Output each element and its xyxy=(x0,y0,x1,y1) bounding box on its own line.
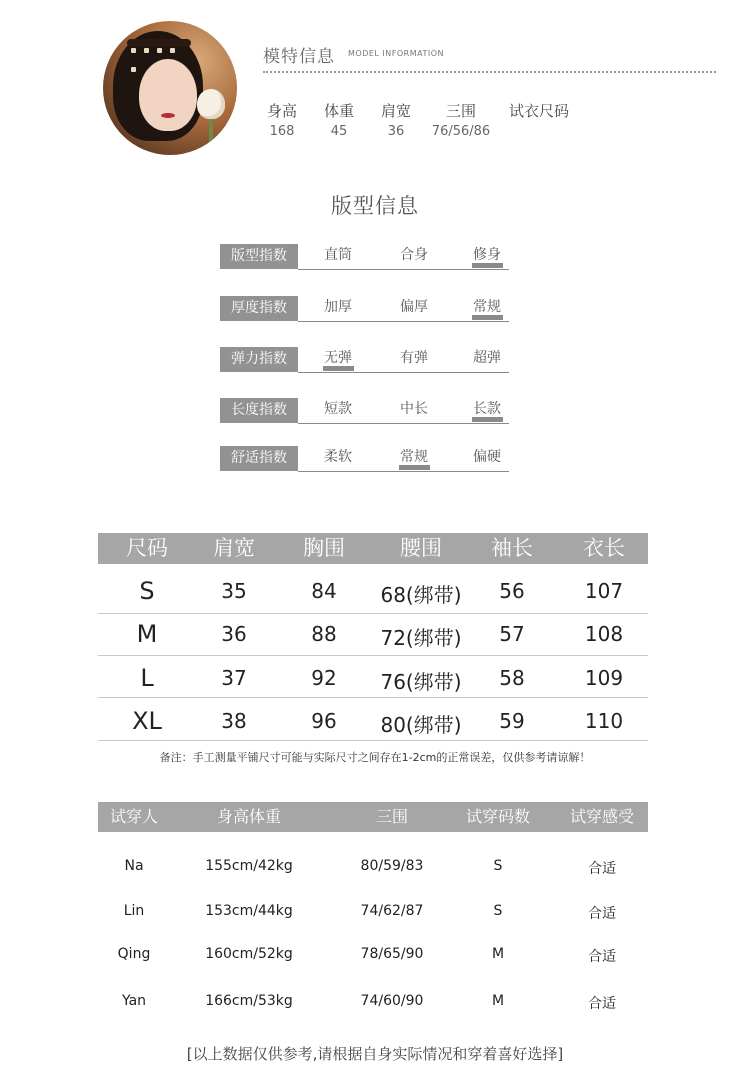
model-measurements-label: 三围 xyxy=(445,102,476,120)
fit-index-option: 偏硬 xyxy=(473,449,501,465)
tryon-table-cell: Yan xyxy=(121,993,147,1009)
tryon-table-cell: 合适 xyxy=(588,949,616,965)
fit-index-label: 弹力指数 xyxy=(220,347,298,372)
fit-index-line xyxy=(298,321,509,322)
size-table-header-cell: 腰围 xyxy=(400,536,442,560)
tryon-table-cell: 80/59/83 xyxy=(360,858,424,874)
fit-index-option: 合身 xyxy=(400,247,428,263)
size-table-cell: 59 xyxy=(499,709,525,733)
fit-index-line xyxy=(298,372,509,373)
model-height-label: 身高 xyxy=(266,102,297,120)
model-height-value: 168 xyxy=(269,124,295,139)
size-table-header-cell: 尺码 xyxy=(126,536,168,560)
fit-index-selected-marker xyxy=(472,315,503,320)
model-info-title-en: MODEL INFORMATION xyxy=(348,49,444,58)
size-table-cell: 35 xyxy=(221,579,247,603)
fit-index-option: 有弹 xyxy=(400,350,428,366)
fit-index-option: 超弹 xyxy=(473,350,501,366)
dotted-divider xyxy=(263,71,716,73)
size-label: M xyxy=(136,620,158,648)
size-table-cell: 107 xyxy=(584,579,624,603)
tryon-table-cell: 153cm/44kg xyxy=(205,903,293,919)
fit-index-selected-marker xyxy=(472,263,503,268)
size-table-cell: 80(绑带) xyxy=(380,713,462,737)
fit-index-line xyxy=(298,471,509,472)
tryon-table-cell: Qing xyxy=(117,946,151,962)
size-label: L xyxy=(140,664,154,692)
size-table-cell: 108 xyxy=(584,622,624,646)
model-photo xyxy=(103,21,237,155)
fit-index-label: 舒适指数 xyxy=(220,446,298,471)
tryon-table-cell: 合适 xyxy=(588,996,616,1012)
tryon-table-cell: M xyxy=(491,993,505,1009)
fit-index-option: 中长 xyxy=(400,401,428,417)
fit-index-line xyxy=(298,269,509,270)
fit-index-selected-marker xyxy=(472,417,503,422)
table-row-divider xyxy=(98,740,648,741)
size-label: S xyxy=(139,577,155,605)
footer-disclaimer: [以上数据仅供参考,请根据自身实际情况和穿着喜好选择] xyxy=(186,1045,564,1063)
fit-info-title: 版型信息 xyxy=(331,194,419,218)
size-table-cell: 84 xyxy=(311,579,337,603)
size-table-cell: 37 xyxy=(221,666,247,690)
model-weight-value: 45 xyxy=(330,124,348,139)
tryon-table-cell: 155cm/42kg xyxy=(205,858,293,874)
size-table-cell: 36 xyxy=(221,622,247,646)
fit-index-option: 无弹 xyxy=(324,350,352,366)
fit-index-selected-marker xyxy=(323,366,354,371)
size-table-cell: 88 xyxy=(311,622,337,646)
tryon-table-cell: 合适 xyxy=(588,861,616,877)
tryon-table-cell: 74/62/87 xyxy=(360,903,424,919)
size-table-cell: 68(绑带) xyxy=(380,583,462,607)
model-weight-label: 体重 xyxy=(323,102,354,120)
size-table-cell: 92 xyxy=(311,666,337,690)
size-table-cell: 76(绑带) xyxy=(380,670,462,694)
tryon-table-header-cell: 试穿码数 xyxy=(465,807,530,826)
size-table-cell: 56 xyxy=(499,579,525,603)
model-info-title: 模特信息 xyxy=(263,47,335,67)
size-note: 备注：手工测量平铺尺寸可能与实际尺寸之间存在1-2cm的正常误差，仅供参考请谅解！ xyxy=(159,751,591,764)
size-table-cell: 109 xyxy=(584,666,624,690)
size-table-header-cell: 袖长 xyxy=(491,536,533,560)
fit-index-selected-marker xyxy=(399,465,430,470)
size-table-cell: 72(绑带) xyxy=(380,626,462,650)
size-table-cell: 57 xyxy=(499,622,525,646)
tryon-table-header-cell: 身高体重 xyxy=(216,807,281,826)
fit-index-option: 常规 xyxy=(473,299,501,315)
tryon-table-header-cell: 试穿感受 xyxy=(569,807,634,826)
tryon-table-cell: 166cm/53kg xyxy=(205,993,293,1009)
fit-index-label: 厚度指数 xyxy=(220,296,298,321)
tryon-table-cell: 160cm/52kg xyxy=(205,946,293,962)
tryon-table-header-cell: 试穿人 xyxy=(109,807,158,826)
fit-index-option: 长款 xyxy=(473,401,501,417)
size-table-cell: 96 xyxy=(311,709,337,733)
fit-index-option: 修身 xyxy=(473,247,501,263)
size-table-cell: 38 xyxy=(221,709,247,733)
fit-index-option: 加厚 xyxy=(324,299,352,315)
fit-index-label: 长度指数 xyxy=(220,398,298,423)
tryon-table-cell: M xyxy=(491,946,505,962)
table-row-divider xyxy=(98,655,648,656)
size-table-header-cell: 胸围 xyxy=(303,536,345,560)
size-table-header-cell: 肩宽 xyxy=(213,536,255,560)
tryon-table-cell: 74/60/90 xyxy=(360,993,424,1009)
fit-index-option: 柔软 xyxy=(324,449,352,465)
table-row-divider xyxy=(98,697,648,698)
tryon-table-cell: 合适 xyxy=(588,906,616,922)
model-trial-size-label: 试衣尺码 xyxy=(508,102,569,120)
model-shoulder-value: 36 xyxy=(387,124,405,139)
size-table-cell: 58 xyxy=(499,666,525,690)
tryon-table-header-cell: 三围 xyxy=(375,807,408,826)
tryon-table-cell: Na xyxy=(124,858,144,874)
size-label: XL xyxy=(132,707,162,735)
size-table-header-cell: 衣长 xyxy=(583,536,625,560)
tryon-table-cell: S xyxy=(493,903,503,919)
tryon-table-cell: S xyxy=(493,858,503,874)
fit-index-line xyxy=(298,423,509,424)
fit-index-option: 偏厚 xyxy=(400,299,428,315)
table-row-divider xyxy=(98,613,648,614)
tryon-table-cell: Lin xyxy=(123,903,145,919)
fit-index-label: 版型指数 xyxy=(220,244,298,269)
fit-index-option: 短款 xyxy=(324,401,352,417)
model-measurements-value: 76/56/86 xyxy=(431,124,491,139)
size-table-cell: 110 xyxy=(584,709,624,733)
model-shoulder-label: 肩宽 xyxy=(380,102,411,120)
fit-index-option: 常规 xyxy=(400,449,428,465)
fit-index-option: 直筒 xyxy=(324,247,352,263)
tryon-table-cell: 78/65/90 xyxy=(360,946,424,962)
